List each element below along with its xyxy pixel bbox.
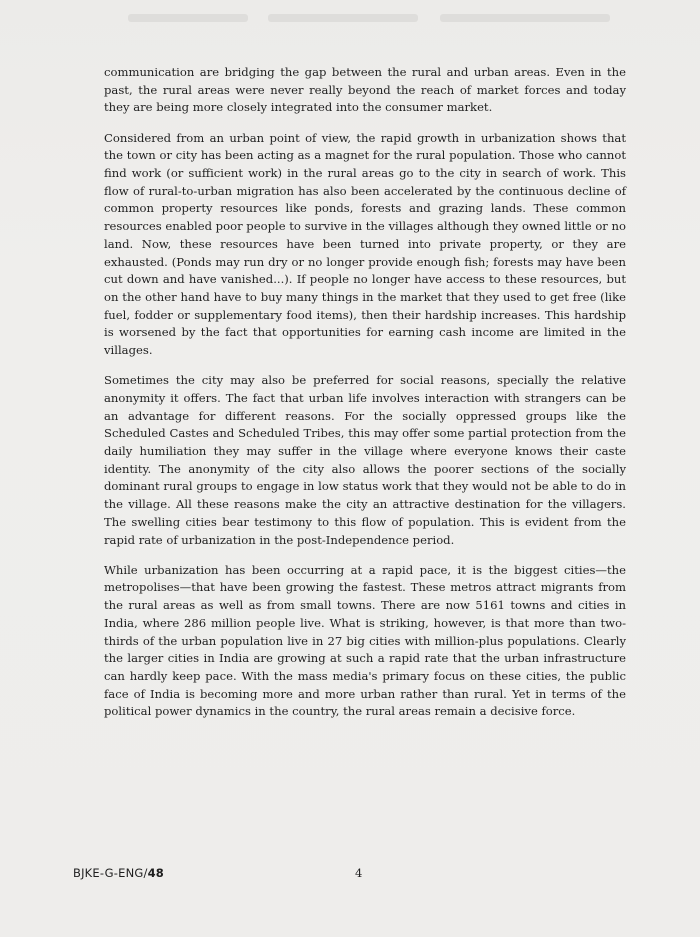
document-code-number: 48 [147, 866, 164, 880]
paragraph: While urbanization has been occurring at a rapid pace, it is the biggest cities—the metropolises—that have been growing the fastest. These metros attract migrants from the rural areas as well as from small towns. There are now 5161 towns and cities in India, where 286 million people live. What is striking, however, is that more than two-thirds of the urban population live in 27 big cities with million-plus populations. Clearly the larger cities in India are growing at such a rapid rate that the urban infrastructure can hardly keep pace. With the mass media's primary focus on these cities, the public face of India is becoming more and more urban rather than rural. Yet in terms of the political power dynamics in the country, the rural areas remain a decisive force. [104, 562, 626, 719]
paragraph: Sometimes the city may also be preferred for social reasons, specially the relative anonymity it offers. The fact that urban life involves interaction with strangers can be an advantage for different reasons. For the socially oppressed groups like the Scheduled Castes and Scheduled Tribes, this may offer some partial protection from the daily humiliation they may suffer in the village where everyone knows their caste identity. The anonymity of the city also allows the poorer sections of the socially dominant rural groups to engage in low status work that they would not be able to do in the village. All these reasons make the city an attractive destination for the villagers. The swelling cities bear testimony to this flow of population. This is evident from the rapid rate of urbanization in the post-Independence period. [104, 373, 626, 547]
page-number: 4 [355, 866, 363, 880]
paragraph: Considered from an urban point of view, the rapid growth in urbanization shows that the town or city has been acting as a magnet for the rural population. Those who cannot find work (or sufficient work) in the rural areas go to the city in search of work. This flow of rural-to-urban migration has also been accelerated by the continuous decline of common property resources like ponds, forests and grazing lands. These common resources enabled poor people to survive in the villages although they owned little or no land. Now, these resources have been turned into private property, or they are exhausted. (Ponds may run dry or no longer provide enough fish; forests may have been cut down and have vanished...). If people no longer have access to these resources, but on the other hand have to buy many things in the market that they used to get free (like fuel, fodder or supplementary food items), then their hardship increases. This hardship is worsened by the fact that opportunities for earning cash income are limited in the villages. [104, 130, 626, 358]
document-code-prefix: BJKE-G-ENG/ [73, 866, 148, 880]
paragraph: communication are bridging the gap between the rural and urban areas. Even in the past, the rural areas were never really beyond the reach of market forces and today they are being more closely integrated into the consumer market. [104, 65, 626, 115]
bleed-through-mark [268, 14, 418, 22]
body-text [104, 64, 626, 734]
document-code [73, 866, 164, 880]
bleed-through-mark [128, 14, 248, 22]
bleed-through-mark [440, 14, 610, 22]
